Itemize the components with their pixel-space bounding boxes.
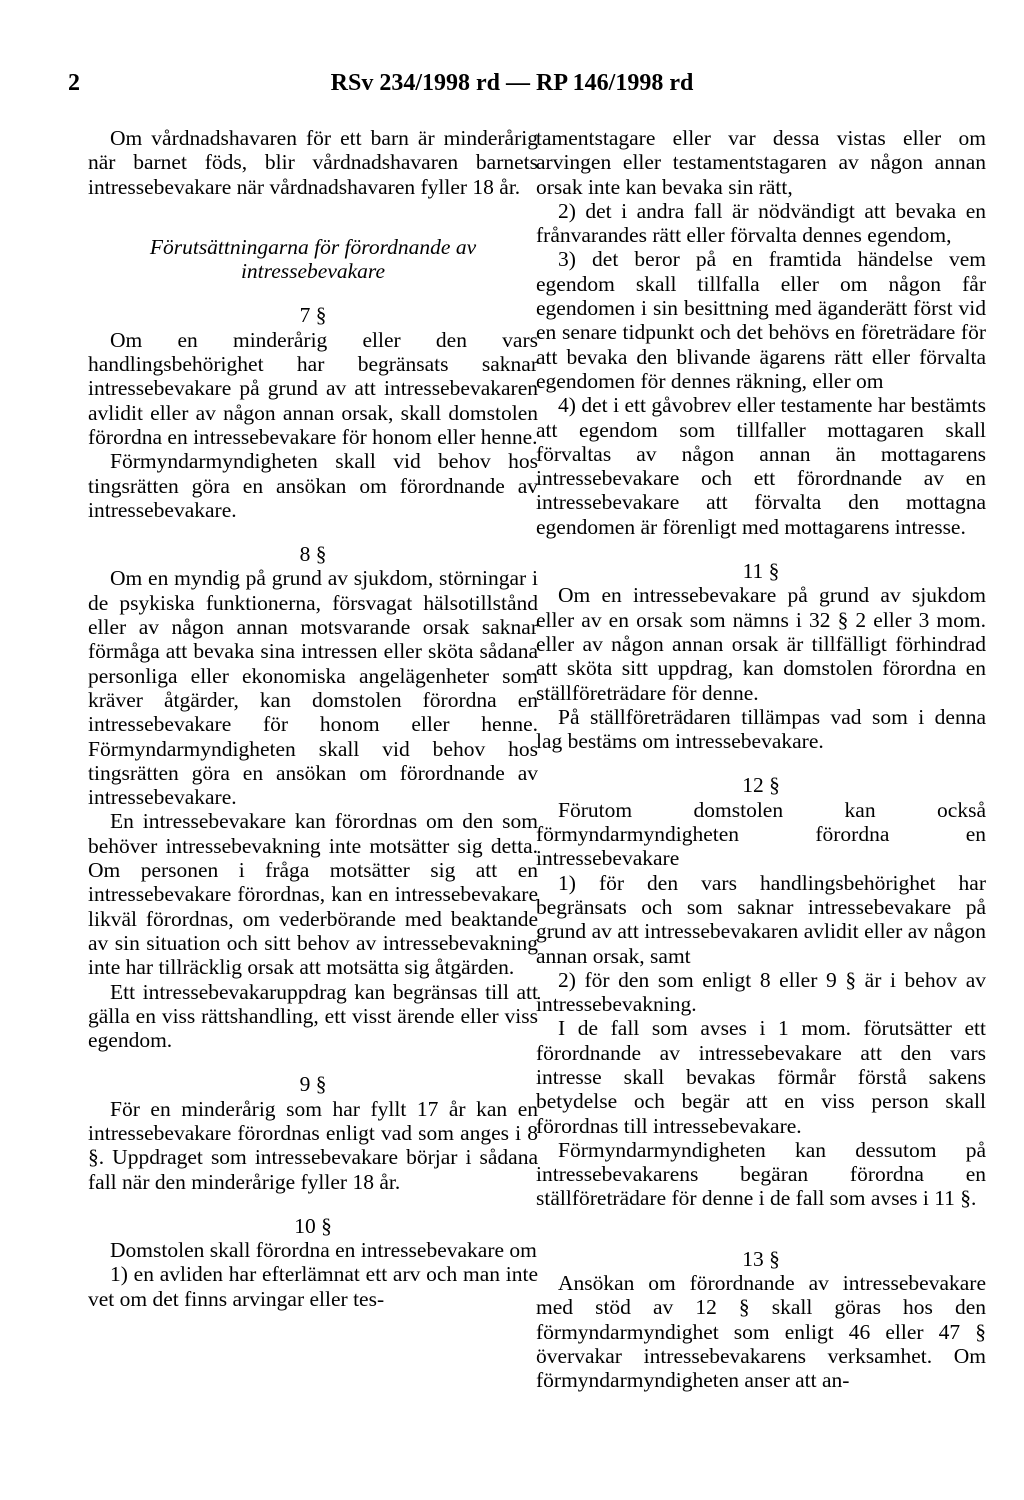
section-7-number: 7 § (299, 303, 327, 328)
section-8-paragraph-2: En intressebevakare kan förordnas om den som behöver intressebevakning inte motsätter sig detta. Om personen i fråga motsätter sig att en intressebevakare förordnas, kan en intressebevakare likväl förordnas, om vederbörande med beaktande av sin situation och sitt behov av intressebevakning inte har tillräcklig orsak att motsätta sig åtgärden. (88, 809, 538, 980)
section-10-paragraph-1: Domstolen skall förordna en intressebevakare om (110, 1238, 537, 1263)
section-12-number: 12 § (742, 773, 780, 798)
section-13-number: 13 § (742, 1246, 780, 1271)
section-9-paragraph-1: För en minderårig som har fyllt 17 år kan en intressebevakare förordnas enligt vad som anges i 8 §. Uppdraget som intressebevakare börjar i sådana fall när den minderårige fyller 18 år. (88, 1096, 538, 1194)
section-9-number: 9 § (299, 1072, 327, 1097)
section-10-item-2: 2) det i andra fall är nödvändigt att bevaka en frånvarandes rätt eller förvalta dennes egendom, (536, 198, 986, 248)
page-number: 2 (68, 70, 80, 96)
section-8-number: 8 § (299, 542, 327, 567)
section-12-paragraph-1: Förutom domstolen kan också förmyndarmyndigheten förordna en intressebevakare (536, 797, 986, 871)
section-11-number: 11 § (742, 559, 780, 584)
section-12-paragraph-3: Förmyndarmyndigheten kan dessutom på intressebevakarens begäran förordna en ställföreträdare för denne i de fall som avses i 11 §. (536, 1137, 986, 1211)
section-12-item-1: 1) för den vars handlingsbehörighet har begränsats och som saknar intressebevakare på grund av att intressebevakaren avlidit eller av någon annan orsak, samt (536, 870, 986, 968)
section-11-paragraph-1: Om en intressebevakare på grund av sjukdom eller av en orsak som nämns i 32 § 2 eller 3 mom. eller av någon annan orsak är tillfälligt förhindrad att sköta sitt uppdrag, kan domstolen förordna en ställföreträdare för denne. (536, 583, 986, 705)
section-8-paragraph-1: Om en myndig på grund av sjukdom, störningar i de psykiska funktionerna, försvagat hälsotillstånd eller av någon annan motsvarande orsak saknar förmåga att bevaka sina intressen eller sköta sådana personliga eller ekonomiska angelägenheter som kräver åtgärder, kan domstolen förordna en intressebevakare för honom eller henne. Förmyndarmyndigheten skall vid behov hos tingsrätten göra en ansökan om förordnande av intressebevakare. (88, 566, 538, 810)
left-column (88, 126, 538, 1311)
section-7-paragraph-2: Förmyndarmyndigheten skall vid behov hos tingsrätten göra en ansökan om förordnande av intressebevakare. (88, 449, 538, 522)
section-10-item-3: 3) det beror på en framtida händelse vem egendom skall tillfalla eller om någon får egendomen i sin besittning med äganderätt först vid en senare tidpunkt och det behövs en företrädare för att bevaka den blivande ägarens rätt eller förvalta egendomen för dennes räkning, eller om (536, 247, 986, 393)
section-10-item-4: 4) det i ett gåvobrev eller testamente har bestämts att egendom som tillfaller mottagaren skall förvaltas av någon annan än mottagarens intressebevakare och ett förordnande av en intressebevakare att förvalta den mottagna egendomen är förenligt med mottagarens intresse. (536, 393, 986, 539)
section-13-paragraph-1: Ansökan om förordnande av intressebevakare med stöd av 12 § skall göras hos den förmyndarmyndighet som enligt 46 eller 47 § övervakar intressebevakarens verksamhet. Om förmyndarmyndigheten anser att an- (536, 1271, 986, 1393)
section-12-paragraph-2: I de fall som avses i 1 mom. förutsätter ett förordnande av intressebevakare att den vars intresse skall bevakas förmår förstå sakens betydelse och begär att en viss person skall förordnas till intressebevakare. (536, 1016, 986, 1138)
chapter-heading: Förutsättningarna för förordnande av intressebevakare (149, 234, 477, 284)
section-10-item-1: 1) en avliden har efterlämnat ett arv och man inte vet om det finns arvingar eller tes- (88, 1262, 538, 1311)
running-head: RSv 234/1998 rd — RP 146/1998 rd (330, 70, 694, 96)
section-7-paragraph-1: Om en minderårig eller den vars handlingsbehörighet har begränsats saknar intressebevakare på grund av att intressebevakaren avlidit eller av någon annan orsak, skall domstolen förordna en intressebevakare för honom eller henne. (88, 327, 538, 449)
section-10-number: 10 § (294, 1213, 332, 1238)
section-10-item-1-continued: tamentstagare eller var dessa vistas eller om arvingen eller testamentstagaren av någon annan orsak inte kan bevaka sin rätt, (536, 126, 986, 199)
section-12-item-2: 2) för den som enligt 8 eller 9 § är i behov av intressebevakning. (536, 967, 986, 1017)
right-column (536, 126, 986, 1393)
section-8-paragraph-3: Ett intressebevakaruppdrag kan begränsas till att gälla en viss rättshandling, ett visst ärende eller viss egendom. (88, 979, 538, 1053)
intro-paragraph: Om vårdnadshavaren för ett barn är minderårig när barnet föds, blir vårdnadshavaren barnets intressebevakare när vårdnadshavaren fyller 18 år. (88, 126, 538, 199)
section-11-paragraph-2: På ställföreträdaren tillämpas vad som i denna lag bestäms om intressebevakare. (536, 704, 986, 754)
